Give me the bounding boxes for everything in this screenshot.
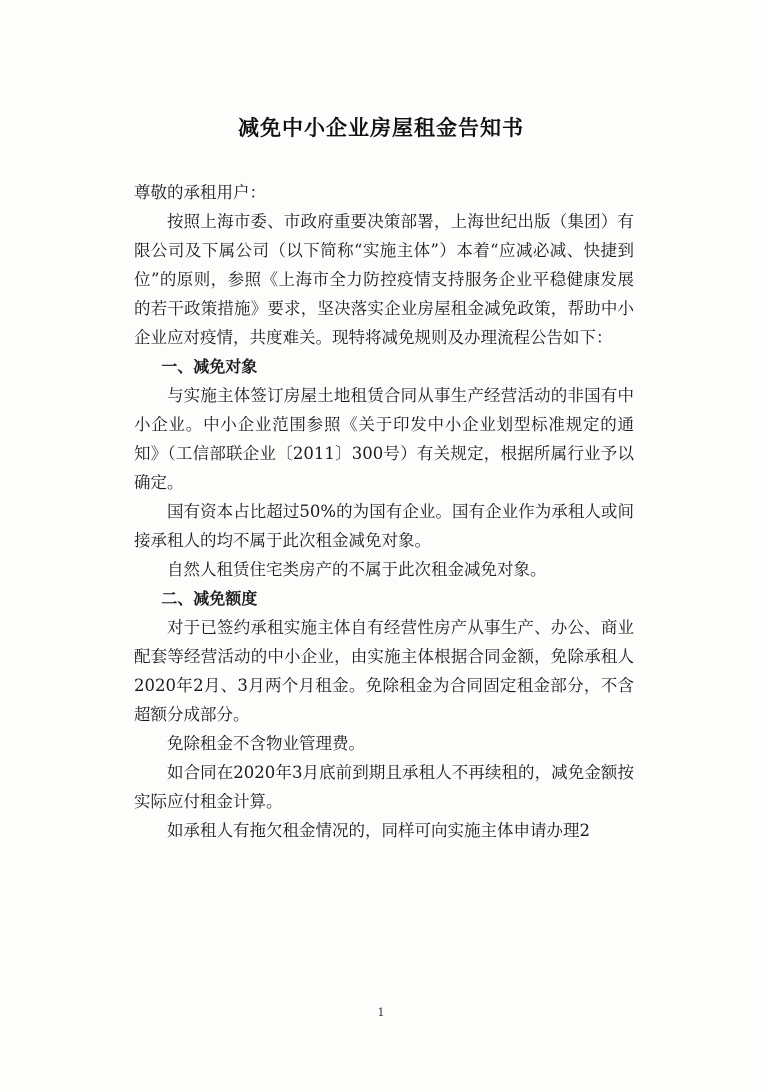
section2-paragraph: 免除租金不含物业管理费。: [167, 734, 365, 753]
section-heading-2: 二、减免额度: [161, 589, 258, 608]
section2-paragraph: 如合同在2020年3月底前到期且承租人不再续租的，减免金额按实际应付租金计算。: [134, 763, 634, 811]
section-heading-1: 一、减免对象: [161, 357, 258, 376]
document-title: 减免中小企业房屋租金告知书: [238, 116, 524, 140]
salutation: 尊敬的承租用户：: [134, 183, 266, 202]
page-number: 1: [377, 1006, 385, 1019]
intro-paragraph: 按照上海市委、市政府重要决策部署，上海世纪出版（集团）有限公司及下属公司（以下简称“实施主体”）本着“应减必减、快捷到位”的原则，参照《上海市全力防控疫情支持服务企业平稳健康发展的若干政策措施》要求，坚决落实企业房屋租金减免政策，帮助中小企业应对疫情，共度难关。现特将减免规则及办理流程公告如下：: [134, 212, 634, 347]
section2-paragraph: 如承租人有拖欠租金情况的，同样可向实施主体申请办理2: [167, 821, 590, 840]
section1-paragraph: 自然人租赁住宅类房产的不属于此次租金减免对象。: [167, 560, 547, 579]
section1-paragraph: 与实施主体签订房屋土地租赁合同从事生产经营活动的非国有中小企业。中小企业范围参照《关于印发中小企业划型标准规定的通知》（工信部联企业〔2011〕300号）有关规定，根据所属行业予以确定。: [134, 386, 634, 492]
section2-paragraph: 对于已签约承租实施主体自有经营性房产从事生产、办公、商业配套等经营活动的中小企业，由实施主体根据合同金额，免除承租人2020年2月、3月两个月租金。免除租金为合同固定租金部分，不含超额分成部分。: [134, 618, 634, 724]
section1-paragraph: 国有资本占比超过50%的为国有企业。国有企业作为承租人或间接承租人的均不属于此次租金减免对象。: [134, 502, 634, 550]
document-body: [134, 178, 634, 845]
